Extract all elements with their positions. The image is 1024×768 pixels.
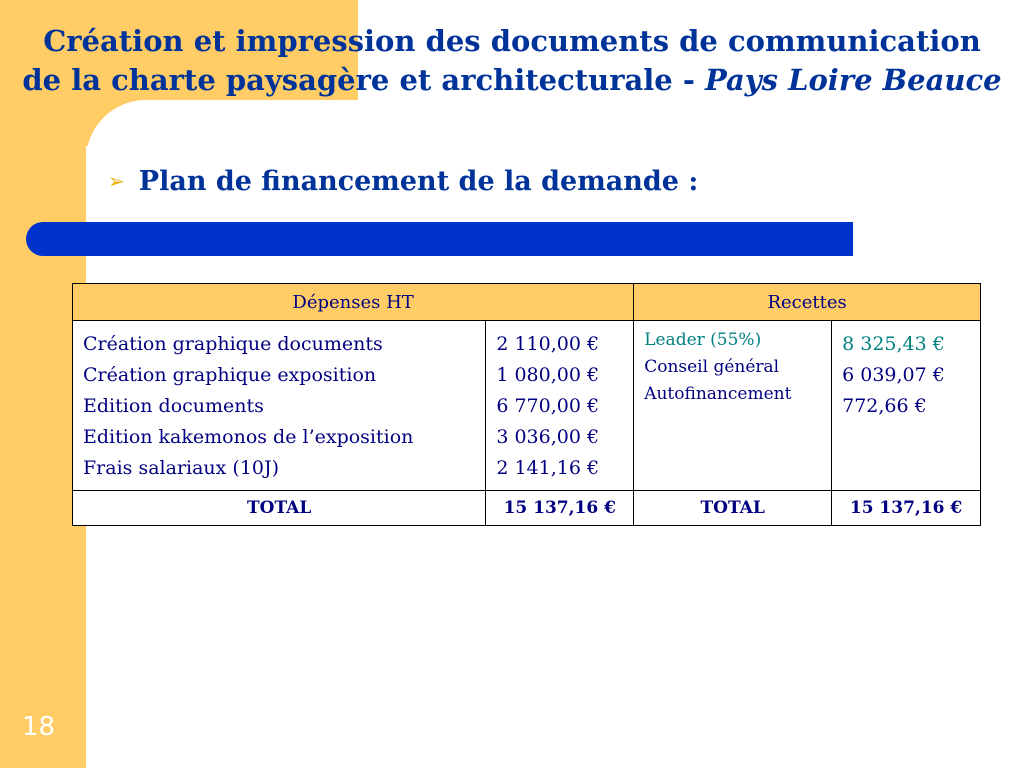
revenues-total-amount: 15 137,16 € xyxy=(832,491,981,526)
financing-table xyxy=(72,283,981,526)
header-revenues: Recettes xyxy=(634,284,981,321)
table-header-row xyxy=(73,284,981,321)
revenue-label: Conseil général xyxy=(644,357,780,377)
expenses-total-label: TOTAL xyxy=(73,491,486,526)
revenue-amount: 772,66 € xyxy=(842,395,927,417)
expense-amount: 2 110,00 € xyxy=(496,333,600,355)
expense-amount: 3 036,00 € xyxy=(496,426,600,448)
title-line-2-prefix: de la charte paysagère et architecturale - xyxy=(22,63,705,97)
expense-amount: 6 770,00 € xyxy=(496,395,600,417)
revenue-amount: 6 039,07 € xyxy=(842,364,945,386)
table-row xyxy=(73,321,981,491)
expense-amount: 1 080,00 € xyxy=(496,364,600,386)
bullet-point xyxy=(108,163,698,199)
arrow-bullet-icon: ➢ xyxy=(108,169,125,193)
expense-amounts-cell xyxy=(486,321,634,491)
revenue-label: Autofinancement xyxy=(644,384,792,404)
slide-number: 18 xyxy=(22,712,56,742)
revenue-label: Leader (55%) xyxy=(644,330,762,350)
title-line-1: Création et impression des documents de communication xyxy=(43,24,981,58)
expenses-total-amount: 15 137,16 € xyxy=(486,491,634,526)
expense-labels-cell xyxy=(73,321,486,491)
revenue-amounts-cell xyxy=(832,321,981,491)
expense-label: Création graphique exposition xyxy=(83,364,377,386)
expense-label: Création graphique documents xyxy=(83,333,383,355)
expense-label: Edition kakemonos de l’exposition xyxy=(83,426,414,448)
expense-label: Edition documents xyxy=(83,395,264,417)
bullet-text: Plan de financement de la demande : xyxy=(138,165,699,197)
slide-title xyxy=(20,22,1004,100)
title-line-2-italic: Pays Loire Beauce xyxy=(704,63,1002,97)
expense-amount: 2 141,16 € xyxy=(496,457,600,479)
revenues-total-label: TOTAL xyxy=(634,491,832,526)
header-expenses: Dépenses HT xyxy=(73,284,634,321)
revenue-amount: 8 325,43 € xyxy=(842,333,945,355)
title-line-2 xyxy=(20,61,1004,100)
blue-decor-bar xyxy=(26,222,853,256)
revenue-labels-cell xyxy=(634,321,832,491)
table-total-row xyxy=(73,491,981,526)
expense-label: Frais salariaux (10J) xyxy=(83,457,280,479)
